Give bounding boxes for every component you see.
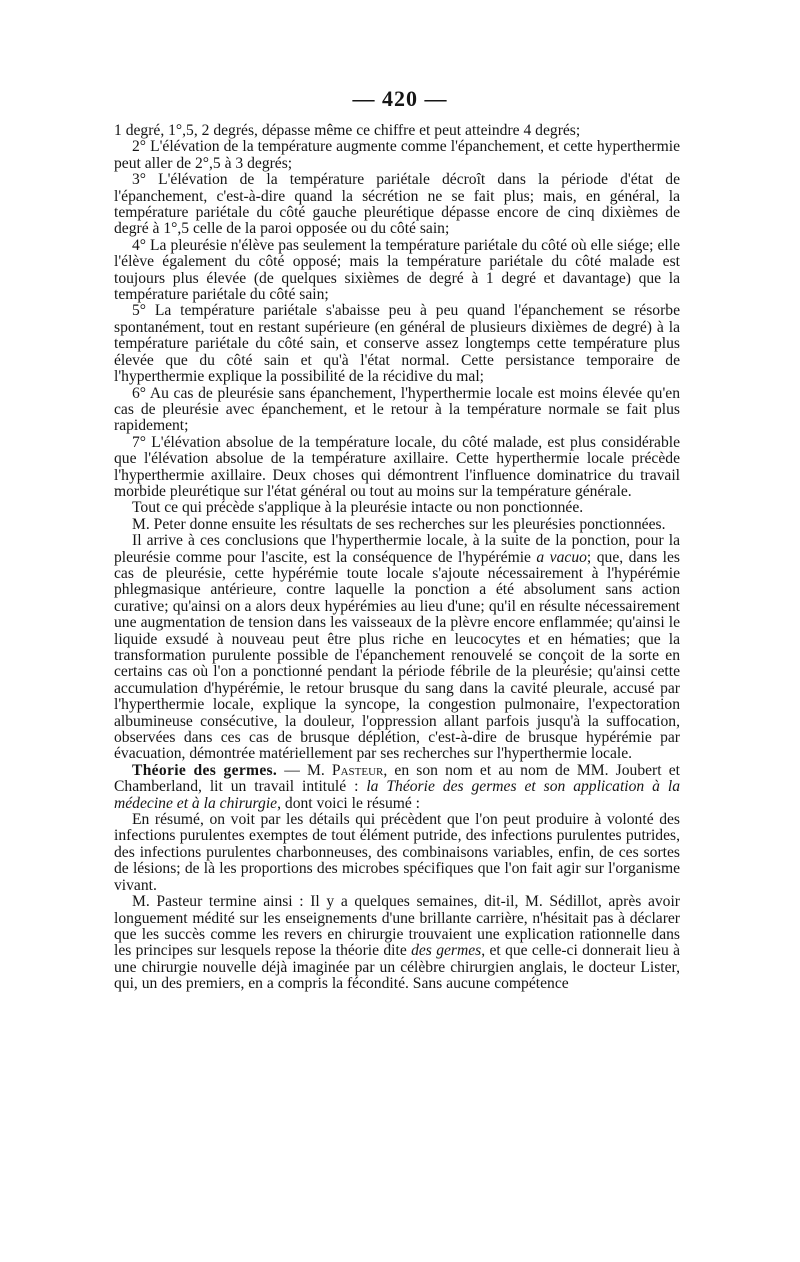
body-text [114, 123, 680, 993]
paragraph-point-2: 2° L'élévation de la température augmente comme l'épanchement, et cette hyperthermie peut aller de 2°,5 à 3 degrés; [114, 138, 680, 172]
author-name: Pasteur [331, 761, 384, 779]
paragraph-point-4: 4° La pleurésie n'élève pas seulement la température pariétale du côté où elle siége; elle l'élève également du côté opposé; mais la température pariétale du côté malade est toujours plus élevée (de quelques sixièmes de degré à 1 degré et davantage) que la température pariétale du côté sain; [114, 236, 680, 304]
paragraph-point-6: 6° Au cas de pleurésie sans épanchement, l'hyperthermie locale est moins élevée qu'en cas de pleurésie avec épanchement, et le retour à la température normale se fait plus rapidement; [114, 384, 680, 435]
section-heading: Théorie des germes. [132, 761, 278, 779]
paragraph-pasteur-closing [114, 894, 680, 992]
text-run: , et que celle-ci donnerait lieu à une chirurgie nouvelle déjà imaginée par un célèbre chirurgien anglais, le docteur Lister, qui, un des premiers, en a compris la fécondité. Sans aucune compétence [114, 942, 681, 993]
text-run: — M. [277, 761, 332, 779]
work-title: la Théorie des germes et son application à la médecine et à la chirurgie [114, 778, 680, 812]
italic-phrase: a vacuo [536, 548, 587, 566]
paragraph-continuation: 1 degré, 1°,5, 2 degrés, dépasse même ce chiffre et peut atteindre 4 degrés; [114, 122, 581, 139]
paragraph-point-5: 5° La température pariétale s'abaisse peu à peu quand l'épanchement se résorbe spontanément, tout en restant supérieure (en général de plusieurs dixièmes de degré) à la température pariétale du côté sain, et conserve assez longtemps cette température plus élevée que du côté sain et qu'à l'état normal. Cette persistance temporaire de l'hyperthermie explique la possibilité de la récidive du mal; [114, 302, 680, 386]
paragraph-point-3: 3° L'élévation de la température pariétale décroît dans la période d'état de l'épanchement, c'est-à-dire quand la sécrétion ne se fait plus; mais, en général, la température pariétale du côté gauche pleurétique dépasse encore de cinq dixièmes de degré à 1°,5 celle de la paroi opposée ou du côté sain; [114, 171, 680, 238]
paragraph-intact-pleurisy: Tout ce qui précède s'applique à la pleurésie intacte ou non ponctionnée. [132, 499, 584, 517]
italic-phrase: des germes [411, 942, 482, 960]
paragraph-conclusions [114, 533, 680, 763]
paragraph-point-7: 7° L'élévation absolue de la température locale, du côté malade, est plus considérable que l'élévation absolue de la température axillaire. Cette hyperthermie locale précède l'hyperthermie axillaire. Deux choses qui démontrent l'influence dominatrice du travail morbide pleurétique sur l'état général ou tout au moins sur la température générale. [114, 433, 680, 500]
paragraph-summary: En résumé, on voit par les détails qui précèdent que l'on peut produire à volonté des infections purulentes exemptes de tout élément putride, des infections purulentes putrides, des infections purulentes charbonneuses, des combinaisons variables, enfin, de ces sortes de lésions; de là les proportions des microbes spécifiques que l'on fait agir sur l'organisme vivant. [114, 811, 680, 894]
text-run: , dont voici le résumé : [277, 794, 421, 812]
text-run: Il arrive à ces conclusions que l'hyperthermie locale, à la suite de la ponction, pour la pleurésie comme pour l'ascite, est la conséquence de l'hypérémie [114, 532, 680, 566]
section-theorie-des-germes [114, 763, 680, 812]
paragraph-peter-results: M. Peter donne ensuite les résultats de ses recherches sur les pleurésies ponctionnées. [132, 515, 666, 533]
text-run: M. Pasteur termine ainsi : Il y a quelques semaines, dit-il, M. Sédillot, après avoir longuement médité sur les enseignements d'une brillante carrière, n'hésitait pas à déclarer que les succès comme les revers en chirurgie trouvaient une explication rationnelle dans les principes sur lesquels repose la théorie dite [114, 893, 680, 960]
text-run: ; que, dans les cas de pleurésie, cette hypérémie toute locale s'ajoute nécessairement à l'hypérémie phlegmasique antérieure, contre laquelle la ponction a été absolument sans action curative; qu'ainsi on a alors deux hypérémies au lieu d'une; qu'il en résulte nécessairement une augmentation de tension dans les vaisseaux de la plèvre encore enflammée; qu'ainsi le liquide exsudé à nouveau peut être plus riche en leucocytes et en hématies; que la transformation purulente possible de l'épanchement renouvelé se conçoit de la sorte en certains cas où l'on a ponctionné pendant la période fébrile de la pleurésie; qu'ainsi cette accumulation d'hypérémie, le retour brusque du sang dans la cavité pleurale, accusé par l'hyperthermie locale, explique la syncope, la congestion pulmonaire, l'expectoration albumineuse consécutive, la douleur, l'oppression allant parfois jusqu'à la suffocation, observées dans ces cas de brusque déplétion, c'est-à-dire de brusque hypérémie par évacuation, démontrée matériellement par ses recherches sur l'hyperthermie locale. [114, 548, 680, 763]
text-run: , en son nom et au nom de MM. Joubert et Chamberland, lit un travail intitulé : [114, 761, 680, 796]
page-number: — 420 — [352, 86, 448, 111]
